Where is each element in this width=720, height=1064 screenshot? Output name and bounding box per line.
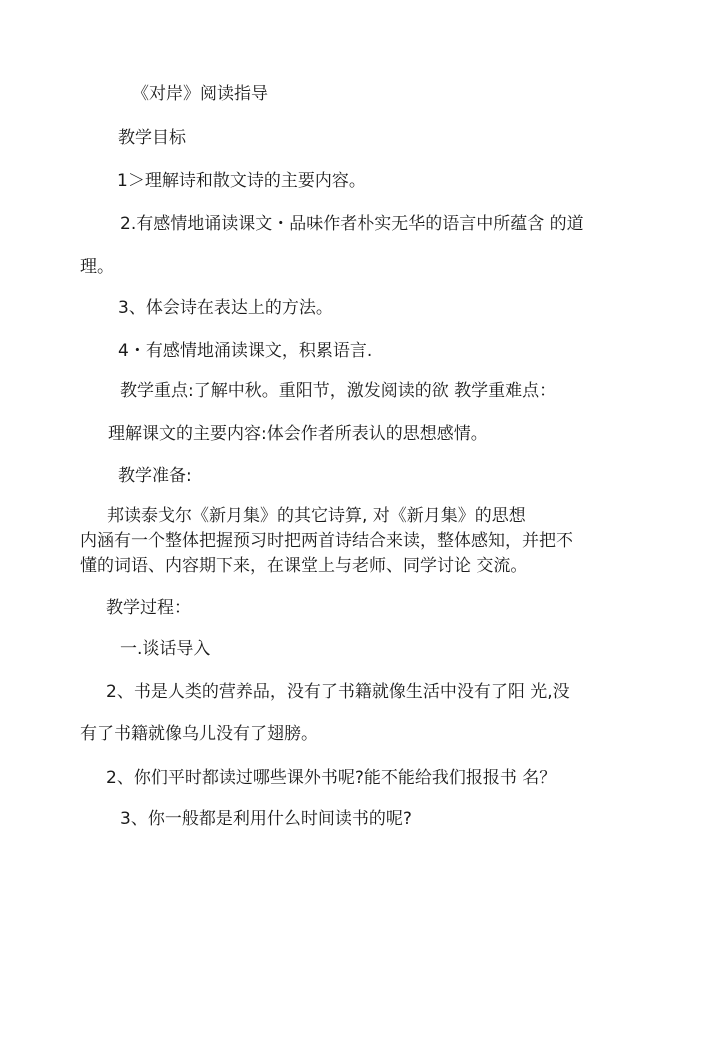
difficult-points: 理解课文的主要内容:体会作者所表认的思想感情。 <box>108 424 488 444</box>
goal-item-3: 3、体会诗在表达上的方法。 <box>118 298 333 318</box>
document-title: 《对岸》阅读指导 <box>132 84 268 104</box>
goal-item-2-line-2: 理。 <box>80 257 114 277</box>
process-step-2-line-2: 有了书籍就像乌儿没有了翅膀。 <box>80 724 318 744</box>
preparation-line-3: 懂的词语、内容期下来，在课堂上与老师、同学讨论 交流。 <box>80 556 528 576</box>
goal-item-1: 1＞理解诗和散文诗的主要内容。 <box>117 171 366 191</box>
process-step-question-1: 2、你们平时都读过哪些课外书呢?能不能给我们报报书 名？ <box>106 768 557 788</box>
process-step-question-2: 3、你一般都是利用什么时间读书的呢? <box>120 809 412 829</box>
key-points: 教学重点:了解中秋。重阳节，激发阅读的欲 教学重难点： <box>120 381 557 401</box>
goal-item-4: 4・有感情地涌读课文，积累语言. <box>118 341 373 361</box>
process-step-intro: 一.谈话导入 <box>120 639 211 659</box>
preparation-line-1: 邦读泰戈尔《新月集》的其它诗算, 对《新月集》的思想 <box>107 506 526 526</box>
process-step-2-line-1: 2、书是人类的营养品，没有了书籍就像生活中没有了阳 光,没 <box>106 682 570 702</box>
section-heading-preparation: 教学准备: <box>118 466 192 486</box>
preparation-line-2: 内涵有一个整体把握预习时把两首诗结合来读，整体感知，并把不 <box>80 531 573 551</box>
goal-item-2-line-1: 2.有感情地诵读课文・品味作者朴实无华的语言中所蕴含 的道 <box>120 214 584 234</box>
section-heading-process: 教学过程： <box>106 598 191 618</box>
section-heading-goals: 教学目标 <box>118 128 186 148</box>
